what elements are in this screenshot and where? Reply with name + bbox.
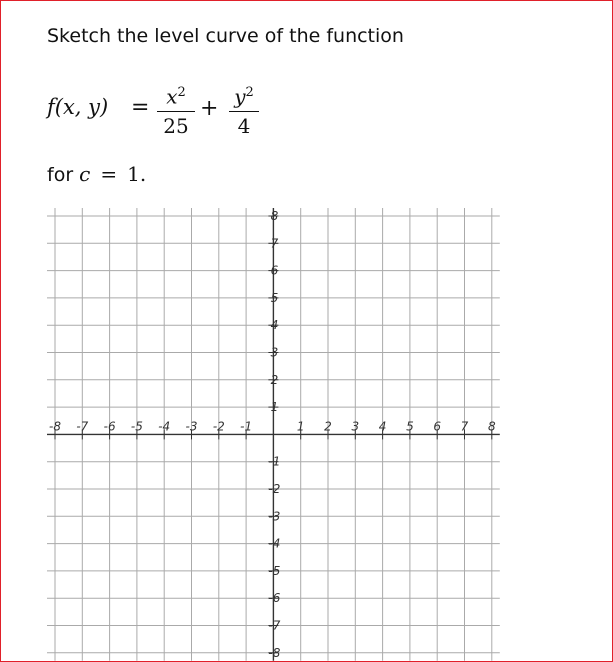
for-text: for xyxy=(47,164,74,186)
x-denominator: 25 xyxy=(163,113,189,138)
x-tick-label: 6 xyxy=(433,419,442,434)
x-tick-label: -5 xyxy=(130,419,143,434)
y-numerator: y xyxy=(234,84,246,109)
y-tick-label: -6 xyxy=(268,591,281,606)
y-tick-label: 5 xyxy=(270,290,279,305)
x-tick-label: -1 xyxy=(240,419,253,434)
y-tick-label: 8 xyxy=(270,209,279,223)
level-value-line xyxy=(47,162,146,186)
x-tick-label: 5 xyxy=(406,419,414,434)
y-tick-label: 3 xyxy=(270,345,279,360)
fraction-bar xyxy=(157,111,195,112)
sketch-grid[interactable] xyxy=(41,201,501,661)
fraction-bar xyxy=(229,111,259,112)
y-tick-label: -2 xyxy=(268,482,281,496)
y-tick-label: -7 xyxy=(268,618,281,633)
y-tick-label: 2 xyxy=(270,372,279,387)
x-tick-label: -7 xyxy=(76,419,89,434)
y-tick-label: 6 xyxy=(270,263,279,278)
y-tick-label: 4 xyxy=(270,318,279,333)
y-tick-label: -5 xyxy=(268,563,281,578)
x-tick-label: 1 xyxy=(296,419,305,434)
y-tick-label: -3 xyxy=(268,509,281,524)
c-equals: = xyxy=(100,162,118,186)
c-value: 1. xyxy=(127,162,147,186)
x-tick-label: 7 xyxy=(460,419,469,434)
y-tick-label: -8 xyxy=(268,645,281,660)
function-name: f(x, y) xyxy=(47,95,109,119)
x-tick-label: 3 xyxy=(351,419,360,434)
y-tick-label: -4 xyxy=(268,536,281,551)
x-tick-label: -4 xyxy=(158,419,171,434)
x-tick-label: -6 xyxy=(103,419,116,434)
y-tick-label: 1 xyxy=(270,400,279,415)
x-tick-label: -3 xyxy=(185,419,198,434)
y-exponent: 2 xyxy=(245,85,254,100)
y-denominator: 4 xyxy=(237,113,251,138)
y-tick-label: 7 xyxy=(270,236,279,251)
c-variable: c xyxy=(79,162,91,186)
y-tick-label: -1 xyxy=(268,454,281,469)
x-tick-label: 2 xyxy=(324,419,332,434)
x-tick-label: 4 xyxy=(378,419,387,434)
x-exponent: 2 xyxy=(177,85,186,100)
x-tick-label: -2 xyxy=(212,419,225,434)
x-tick-label: 8 xyxy=(487,419,496,434)
equals-sign: = xyxy=(131,95,150,120)
fraction-x-term xyxy=(157,81,195,138)
question-prompt: Sketch the level curve of the function xyxy=(47,25,404,47)
x-numerator: x xyxy=(166,84,178,109)
fraction-y-term xyxy=(229,81,259,138)
plus-sign: + xyxy=(200,96,219,121)
x-tick-label: -8 xyxy=(49,419,61,434)
function-label xyxy=(47,95,108,119)
